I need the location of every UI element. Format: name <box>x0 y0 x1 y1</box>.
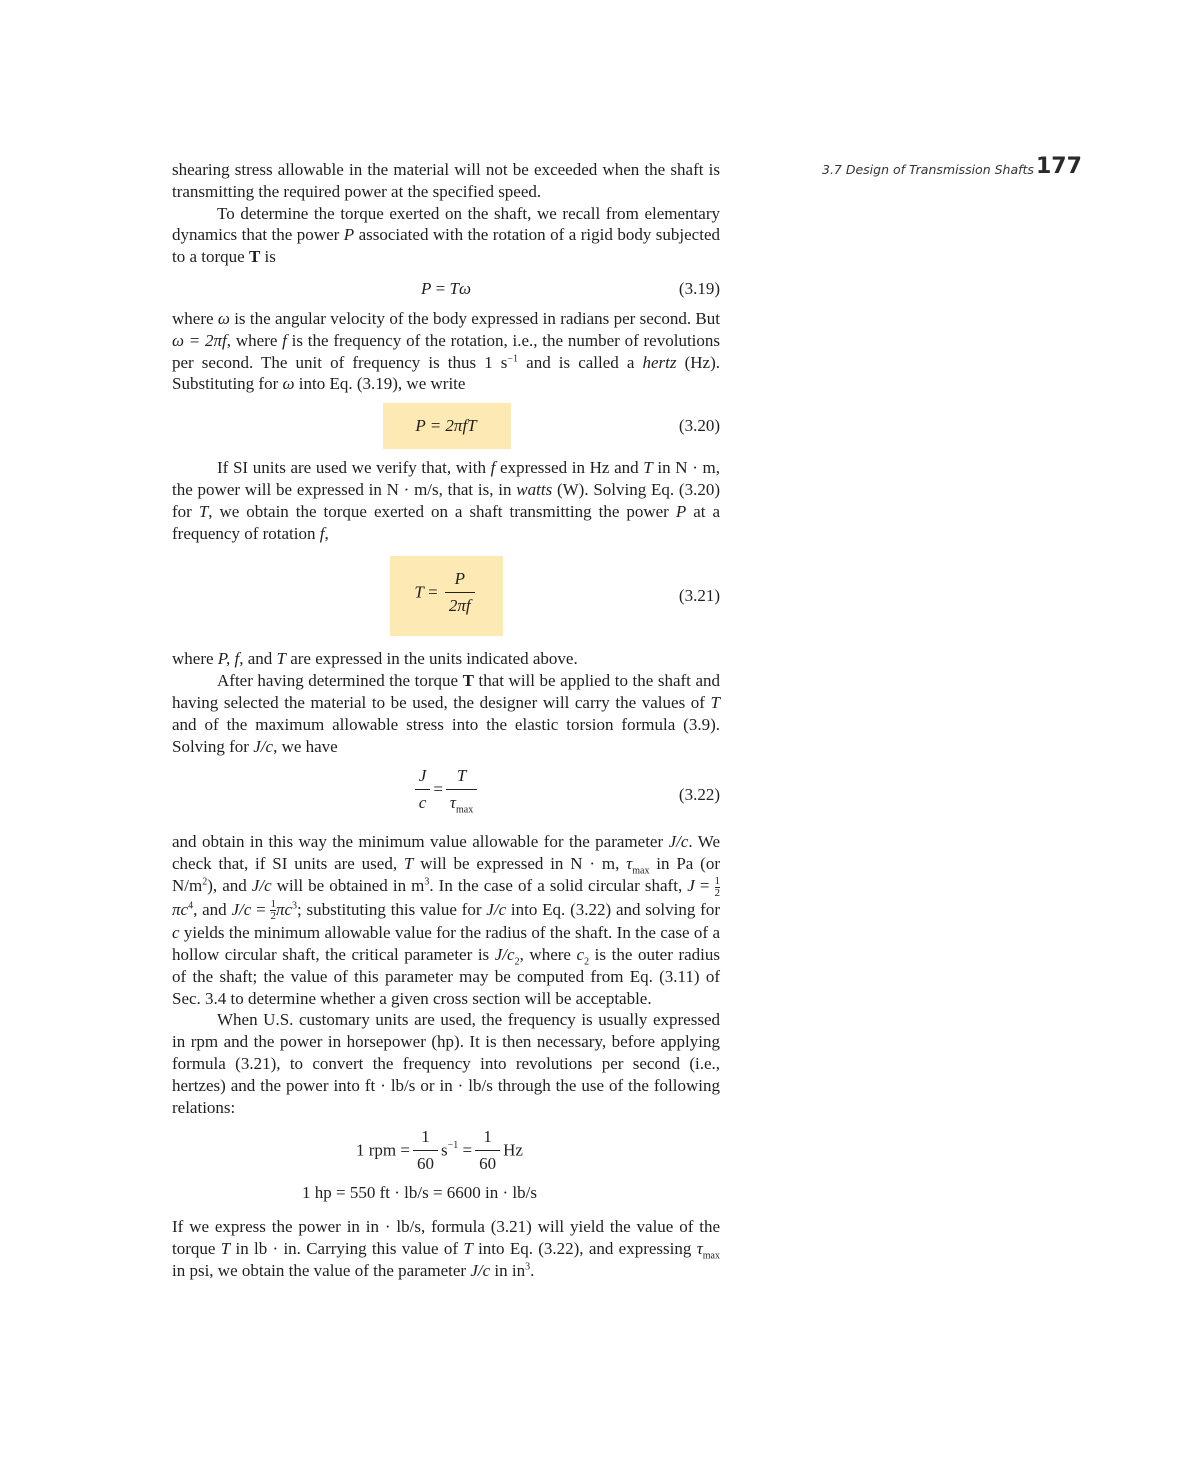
paragraph-4: If SI units are used we verify that, with f expressed in Hz and T in N · m, the power will be expressed in N · m/s, that is, in watts (W). Solving Eq. (3.20) for T, we obtain the torque exerted on a shaft transmitting the power P at a frequency of rotation f, <box>172 458 721 543</box>
running-title: 3.7 Design of Transmission Shafts <box>822 162 1034 177</box>
text-column <box>172 159 720 1282</box>
equation-number: (3.21) <box>678 586 720 606</box>
conversion-rpm: 1 rpm = $\frac{1}{60}$ $s^{-1}$ = $\frac{1}{60}$ Hz <box>172 1118 720 1180</box>
paragraph-1: shearing stress allowable in the material will not be exceeded when the shaft is transmitting the required power at the specified speed. <box>172 160 720 201</box>
equation-number: (3.20) <box>678 416 720 436</box>
equation-3-19: P = Tω (3.19) <box>421 278 720 298</box>
paragraph-5: where P, f, and T are expressed in the units indicated above. <box>172 649 578 669</box>
page-number: 177 <box>1036 154 1082 179</box>
equation-number: (3.19) <box>678 278 720 298</box>
paragraph-9: If we express the power in in · lb/s, formula (3.21) will yield the value of the torque T in lb · in. Carrying this value of T into Eq. (3.22), and expressing $\tau_{max}$ in psi, we obtain the value of the parameter J/c in $in^3$. <box>172 1217 720 1280</box>
paragraph-8: When U.S. customary units are used, the frequency is usually expressed in rpm and the power in horsepower (hp). It is then necessary, before applying formula (3.21), to convert the frequency into revolutions per second (i.e., hertzes) and the power into ft · lb/s or in · lb/s through the use of the following relations: <box>172 1010 720 1117</box>
equation-3-21: T = $\frac{P}{2\pi f}$ (3.21) <box>172 544 720 648</box>
equation-3-22: $\frac{J}{c}$ = $\frac{T}{\tau_{max}}$ (3.22) <box>172 757 720 831</box>
paragraph-2: To determine the torque exerted on the shaft, we recall from elementary dynamics that the power P associated with the rotation of a rigid body subjected to a torque T is <box>172 203 720 267</box>
equation-3-20: P = 2πfT (3.20) <box>172 395 720 457</box>
paragraph-6: After having determined the torque T that will be applied to the shaft and having selected the material to be used, the designer will carry the values of T and of the maximum allowable stress into the elastic torsion formula (3.9). Solving for J/c, we have <box>172 671 720 756</box>
equation-number: (3.22) <box>678 785 720 805</box>
paragraph-3: where ω is the angular velocity of the body expressed in radians per second. But ω = 2πf, where f is the frequency of the rotation, i.e., the number of revolutions per second. The unit of frequency is thus 1 $s^{-1}$ and is called a hertz (Hz). Substituting for ω into Eq. (3.19), we write <box>172 308 721 394</box>
paragraph-7: and obtain in this way the minimum value allowable for the parameter J/c. We check that, if SI units are used, T will be expressed in N · m, $\tau_{max}$ in Pa (or $N/m^2$), and J/c will be obtained in $m^3$. In the case of a solid circular shaft, J = $\frac{1}{2}$ $\pi c^4$, and J/c = $\frac{1}{2}$ $\pi c^3$; substituting this value for J/c into Eq. (3.22) and solving for c yields the minimum allowable value for the radius of the shaft. In the case of a hollow circular shaft, the critical parameter is $J/c_2$, where $c_2$ is the outer radius of the shaft; the value of this parameter may be computed from Eq. (3.11) of Sec. 3.4 to determine whether a given cross section will be acceptable. <box>172 832 721 1008</box>
conversion-hp: 1 hp = 550 ft · lb/s = 6600 in · lb/s <box>302 1183 537 1203</box>
running-header <box>822 156 1082 186</box>
